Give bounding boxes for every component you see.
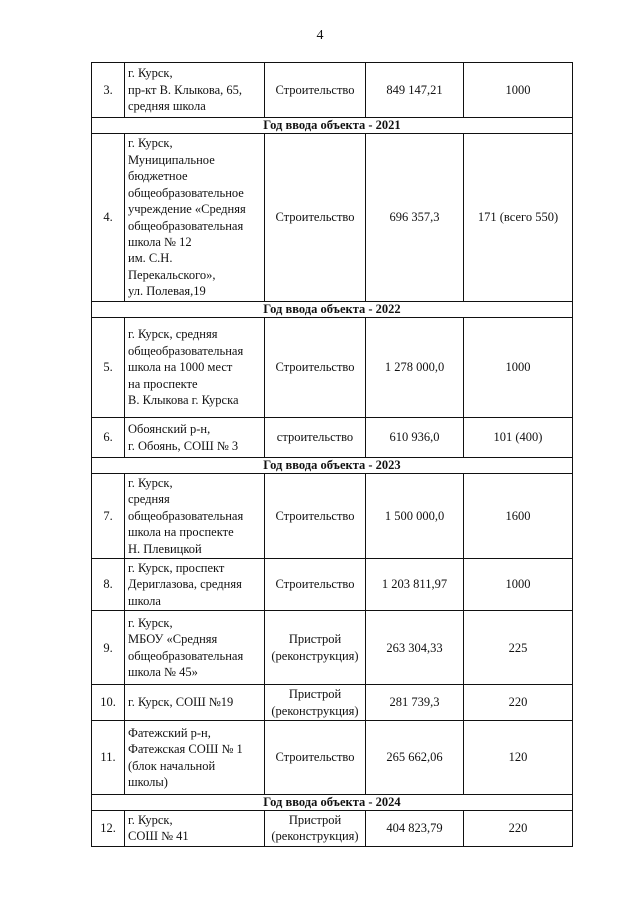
address-line: бюджетное [128, 169, 188, 184]
table-row [92, 418, 573, 458]
address-line: (блок начальной [128, 758, 216, 773]
object-cost: 849 147,21 [366, 63, 464, 118]
object-capacity: 120 [464, 721, 573, 795]
address-line: им. С.Н. [128, 251, 173, 266]
year-header-row [92, 795, 573, 811]
address-line: Н. Плевицкой [128, 541, 202, 556]
address-line: ул. Полевая,19 [128, 284, 206, 299]
object-address [125, 134, 265, 302]
address-line: Дериглазова, средняя [128, 577, 242, 592]
address-line: г. Курск, средняя [128, 327, 218, 342]
row-number: 9. [92, 611, 125, 685]
object-capacity: 225 [464, 611, 573, 685]
object-address [125, 474, 265, 559]
object-capacity: 1000 [464, 559, 573, 611]
work-type [265, 474, 366, 559]
table-row [92, 685, 573, 721]
address-line: общеобразовательная [128, 343, 244, 358]
row-number: 7. [92, 474, 125, 559]
address-line: г. Курск, [128, 615, 173, 630]
object-capacity: 1000 [464, 318, 573, 418]
address-line: школа № 45» [128, 665, 198, 680]
object-cost: 263 304,33 [366, 611, 464, 685]
page-number: 4 [316, 28, 324, 43]
address-line: Перекальского», [128, 267, 216, 282]
object-address [125, 611, 265, 685]
object-capacity: 1600 [464, 474, 573, 559]
work-type-line: Пристрой [288, 632, 342, 647]
object-address [125, 685, 265, 721]
address-line: Обоянский р-н, [128, 422, 211, 437]
address-line: г. Курск, [128, 813, 173, 828]
address-line: общеобразовательная [128, 648, 244, 663]
object-cost: 404 823,79 [366, 811, 464, 847]
address-line: средняя [128, 492, 170, 507]
address-line: г. Курск, СОШ №19 [128, 695, 234, 710]
work-type-line: (реконструкция) [271, 703, 359, 718]
address-line: общеобразовательная [128, 218, 244, 233]
row-number: 4. [92, 134, 125, 302]
object-cost: 1 203 811,97 [366, 559, 464, 611]
address-line: Муниципальное [128, 152, 215, 167]
object-address [125, 559, 265, 611]
row-number: 5. [92, 318, 125, 418]
address-line: на проспекте [128, 376, 198, 391]
work-type-line: Пристрой [288, 813, 342, 828]
object-address [125, 721, 265, 795]
year-header-row [92, 302, 573, 318]
work-type [265, 721, 366, 795]
work-type-line: Строительство [275, 577, 355, 592]
table-row [92, 721, 573, 795]
objects-table-body [92, 63, 573, 847]
year-header: Год ввода объекта - 2023 [92, 458, 573, 474]
work-type [265, 611, 366, 685]
work-type [265, 418, 366, 458]
address-line: школа на 1000 мест [128, 360, 233, 375]
year-header: Год ввода объекта - 2024 [92, 795, 573, 811]
object-cost: 281 739,3 [366, 685, 464, 721]
address-line: средняя школа [128, 99, 206, 114]
object-capacity: 171 (всего 550) [464, 134, 573, 302]
row-number: 3. [92, 63, 125, 118]
address-line: В. Клыкова г. Курска [128, 393, 239, 408]
address-line: Фатежская СОШ № 1 [128, 742, 243, 757]
object-address [125, 811, 265, 847]
table-row [92, 134, 573, 302]
object-address [125, 318, 265, 418]
work-type [265, 685, 366, 721]
address-line: г. Курск, [128, 66, 173, 81]
table-row [92, 318, 573, 418]
address-line: пр-кт В. Клыкова, 65, [128, 82, 243, 97]
object-capacity: 1000 [464, 63, 573, 118]
address-line: г. Обоянь, СОШ № 3 [128, 438, 239, 453]
row-number: 6. [92, 418, 125, 458]
table-row [92, 611, 573, 685]
work-type [265, 134, 366, 302]
address-line: МБОУ «Средняя [128, 632, 218, 647]
work-type-line: Строительство [275, 360, 355, 375]
object-cost: 1 278 000,0 [366, 318, 464, 418]
address-line: школа [128, 593, 161, 608]
address-line: г. Курск, проспект [128, 561, 225, 576]
address-line: г. Курск, [128, 136, 173, 151]
table-row [92, 474, 573, 559]
object-cost: 610 936,0 [366, 418, 464, 458]
table-row [92, 811, 573, 847]
work-type-line: Строительство [275, 210, 355, 225]
work-type [265, 318, 366, 418]
address-line: общеобразовательная [128, 508, 244, 523]
object-capacity: 101 (400) [464, 418, 573, 458]
table-row [92, 63, 573, 118]
work-type [265, 63, 366, 118]
address-line: СОШ № 41 [128, 829, 189, 844]
object-cost: 1 500 000,0 [366, 474, 464, 559]
row-number: 8. [92, 559, 125, 611]
objects-table [91, 62, 573, 847]
address-line: г. Курск, [128, 476, 173, 490]
work-type [265, 811, 366, 847]
address-line: школа № 12 [128, 234, 192, 249]
work-type-line: Строительство [275, 508, 355, 523]
work-type-line: (реконструкция) [271, 648, 359, 663]
row-number: 11. [92, 721, 125, 795]
year-header-row [92, 458, 573, 474]
address-line: Фатежский р-н, [128, 725, 211, 740]
year-header-row [92, 118, 573, 134]
work-type-line: (реконструкция) [271, 829, 359, 844]
address-line: учреждение «Средняя [128, 202, 246, 217]
object-capacity: 220 [464, 685, 573, 721]
row-number: 12. [92, 811, 125, 847]
address-line: школы) [128, 774, 168, 789]
address-line: школа на проспекте [128, 525, 234, 540]
address-line: общеобразовательное [128, 185, 244, 200]
table-row [92, 559, 573, 611]
work-type [265, 559, 366, 611]
object-cost: 265 662,06 [366, 721, 464, 795]
object-address [125, 63, 265, 118]
work-type-line: строительство [276, 430, 354, 445]
work-type-line: Пристрой [288, 687, 342, 702]
object-address [125, 418, 265, 458]
object-capacity: 220 [464, 811, 573, 847]
object-cost: 696 357,3 [366, 134, 464, 302]
year-header: Год ввода объекта - 2021 [92, 118, 573, 134]
row-number: 10. [92, 685, 125, 721]
year-header: Год ввода объекта - 2022 [92, 302, 573, 318]
work-type-line: Строительство [275, 750, 355, 765]
work-type-line: Строительство [275, 82, 355, 97]
